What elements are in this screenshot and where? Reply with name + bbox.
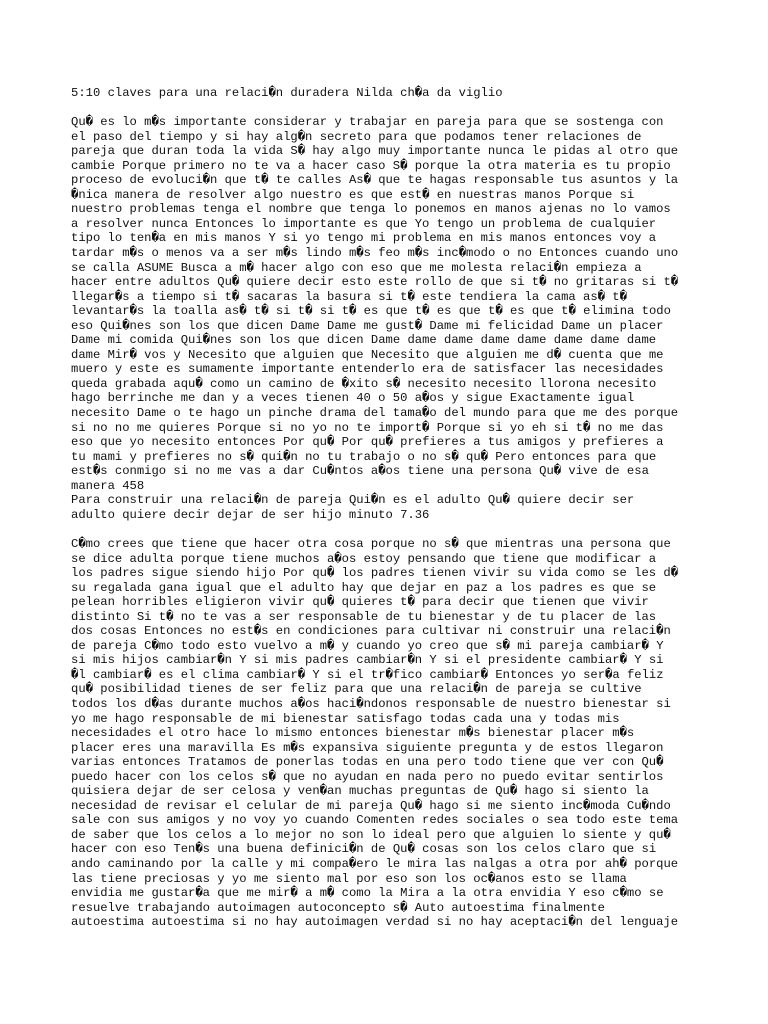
text-line: de pareja C�mo todo esto vuelvo a m� y cuando yo creo que s� mi pareja cambiar� Y <box>71 638 664 653</box>
text-line: nuestro problemas tenga el nombre que tenga lo ponemos en manos ajenas no lo vamos <box>71 202 671 217</box>
text-line: levantar�s la toalla as� t� si t� si t� es que t� es que t� es que t� elimina todo <box>71 304 671 319</box>
text-line: �nica manera de resolver algo nuestro es que est� en nuestras manos Porque si <box>71 187 635 202</box>
text-line: si mis hijos cambiar�n Y si mis padres cambiar�n Y si el presidente cambiar� Y si <box>71 653 664 668</box>
text-line: Dame mi comida Qui�nes son los que dicen Dame dame dame dame dame dame dame dame <box>71 333 657 348</box>
text-line: autoestima autoestima si no hay autoimagen verdad si no hay aceptaci�n del lenguaje <box>71 915 679 930</box>
text-line: puedo hacer con los celos s� que no ayudan en nada pero no puedo evitar sentirlos <box>71 769 664 784</box>
text-line: Qu� es lo m�s importante considerar y trabajar en pareja para que se sostenga con <box>71 115 664 130</box>
text-line: cambie Porque primero no te va a hacer caso S� porque la otra materia es tu propio <box>71 158 671 173</box>
text-line: hacer con eso Ten�s una buena definici�n de Qu� cosas son los celos claro que si <box>71 842 657 857</box>
text-line: dame Mir� vos y Necesito que alguien que Necesito que alguien me d� cuenta que me <box>71 347 664 362</box>
text-line: proceso de evoluci�n que t� te calles As� que te hagas responsable tus asuntos y la <box>71 173 679 188</box>
text-line: resuelve trabajando autoimagen autoconcepto s� Auto autoestima finalmente <box>71 900 605 915</box>
text-line: C�mo crees que tiene que hacer otra cosa porque no s� que mientras una persona que <box>71 536 671 551</box>
text-line: �l cambiar� es el clima cambiar� Y si el tr�fico cambiar� Entonces yo ser�a feliz <box>71 667 664 682</box>
text-line: tu mami y prefieres no s� qui�n no tu trabajo o no s� qu� Pero entonces para que <box>71 449 657 464</box>
text-line: eso que yo necesito entonces Por qu� Por qu� prefieres a tus amigos y prefieres a <box>71 435 664 450</box>
paragraph-spacer <box>71 522 701 537</box>
text-line: necesidades el otro hace lo mismo entonces bienestar m�s bienestar placer m�s <box>71 726 635 741</box>
text-line: su regalada gana igual que el adulto hay que dejar en paz a los padres es que se <box>71 580 657 595</box>
text-line: los padres sigue siendo hijo Por qu� los padres tienen vivir su vida como se les d� <box>71 566 679 581</box>
text-line: yo me hago responsable de mi bienestar satisfago todas cada una y todas mis <box>71 711 620 726</box>
text-line: quisiera dejar de ser celosa y ven�an muchas preguntas de Qu� hago si siento la <box>71 784 649 799</box>
text-line: envidia me gustar�a que me mir� a m� como la Mira a la otra envidia Y eso c�mo se <box>71 886 664 901</box>
text-line: Para construir una relaci�n de pareja Qui�n es el adulto Qu� quiere decir ser <box>71 493 635 508</box>
document-title: 5:10 claves para una relaci�n duradera Nilda ch�a da viglio <box>71 86 503 100</box>
text-line: est�s conmigo si no me vas a dar Cu�ntos a�os tiene una persona Qu� vive de esa <box>71 464 649 479</box>
text-line: las tiene preciosas y yo me siento mal por eso son los oc�anos esto se llama <box>71 871 627 886</box>
text-line: tipo lo ten�a en mis manos Y si yo tengo mi problema en mis manos entonces voy a <box>71 231 657 246</box>
paragraph-1 <box>71 115 701 522</box>
text-line: hacer entre adultos Qu� quiere decir esto este rollo de que si t� no gritaras si t� <box>71 275 679 290</box>
text-line: pelean horribles eligieron vivir qu� quieres t� para decir que tienen que vivir <box>71 595 649 610</box>
text-line: pareja que duran toda la vida S� hay algo muy importante nunca le pidas al otro que <box>71 144 679 159</box>
text-line: de saber que los celos a lo mejor no son lo ideal pero que alguien lo siente y qu� <box>71 827 671 842</box>
text-line: llegar�s a tiempo si t� sacaras la basura si t� este tendiera la cama as� t� <box>71 289 627 304</box>
text-line: adulto quiere decir dejar de ser hijo minuto 7.36 <box>71 507 430 522</box>
text-line: todos los d�as durante muchos a�os haci�ndonos responsable de nuestro bienestar si <box>71 696 671 711</box>
text-line: placer eres una maravilla Es m�s expansiva siguiente pregunta y de estos llegaron <box>71 740 664 755</box>
text-line: se calla ASUME Busca a m� hacer algo con eso que me molesta relaci�n empieza a <box>71 260 642 275</box>
text-line: hago berrinche me dan y a veces tienen 40 o 50 a�os y sigue Exactamente igual <box>71 391 635 406</box>
text-line: el paso del tiempo y si hay alg�n secreto para que podamos tener relaciones de <box>71 129 642 144</box>
text-line: tardar m�s o menos va a ser m�s lindo m�s feo m�s inc�modo o no Entonces cuando uno <box>71 246 679 261</box>
text-line: a resolver nunca Entonces lo importante es que Yo tengo un problema de cualquier <box>71 216 657 231</box>
text-line: sale con sus amigos y no voy yo cuando Comenten redes sociales o sea todo este tema <box>71 813 679 828</box>
text-line: eso Qui�nes son los que dicen Dame Dame me gust� Dame mi felicidad Dame un placer <box>71 318 664 333</box>
text-line: si no no me quieres Porque si no yo no te import� Porque si yo eh si t� no me das <box>71 420 664 435</box>
paragraph-2 <box>71 537 701 930</box>
text-line: queda grabada aqu� como un camino de �xito s� necesito necesito llorona necesito <box>71 376 657 391</box>
paragraph-spacer <box>71 101 701 116</box>
text-line: se dice adulta porque tiene muchos a�os estoy pensando que tiene que modificar a <box>71 551 657 566</box>
text-line: ando caminando por la calle y mi compa�ero le mira las nalgas a otra por ah� porque <box>71 856 679 871</box>
text-line: manera 458 <box>71 478 145 493</box>
text-line: varias entonces Tratamos de ponerlas todas en una pero todo tiene que ver con Qu� <box>71 755 664 770</box>
text-line: distinto Si t� no te vas a ser responsable de tu bienestar y de tu placer de las <box>71 609 657 624</box>
text-line: necesito Dame o te hago un pinche drama del tama�o del mundo para que me des porque <box>71 406 679 421</box>
text-line: muero y este es sumamente importante entenderlo era de satisfacer las necesidades <box>71 362 664 377</box>
text-line: qu� posibilidad tienes de ser feliz para que una relaci�n de pareja se cultive <box>71 682 642 697</box>
text-line: necesidad de revisar el celular de mi pareja Qu� hago si me siento inc�moda Cu�ndo <box>71 798 671 813</box>
text-line: dos cosas Entonces no est�s en condiciones para cultivar ni construir una relaci�n <box>71 624 671 639</box>
document-page <box>71 86 701 930</box>
